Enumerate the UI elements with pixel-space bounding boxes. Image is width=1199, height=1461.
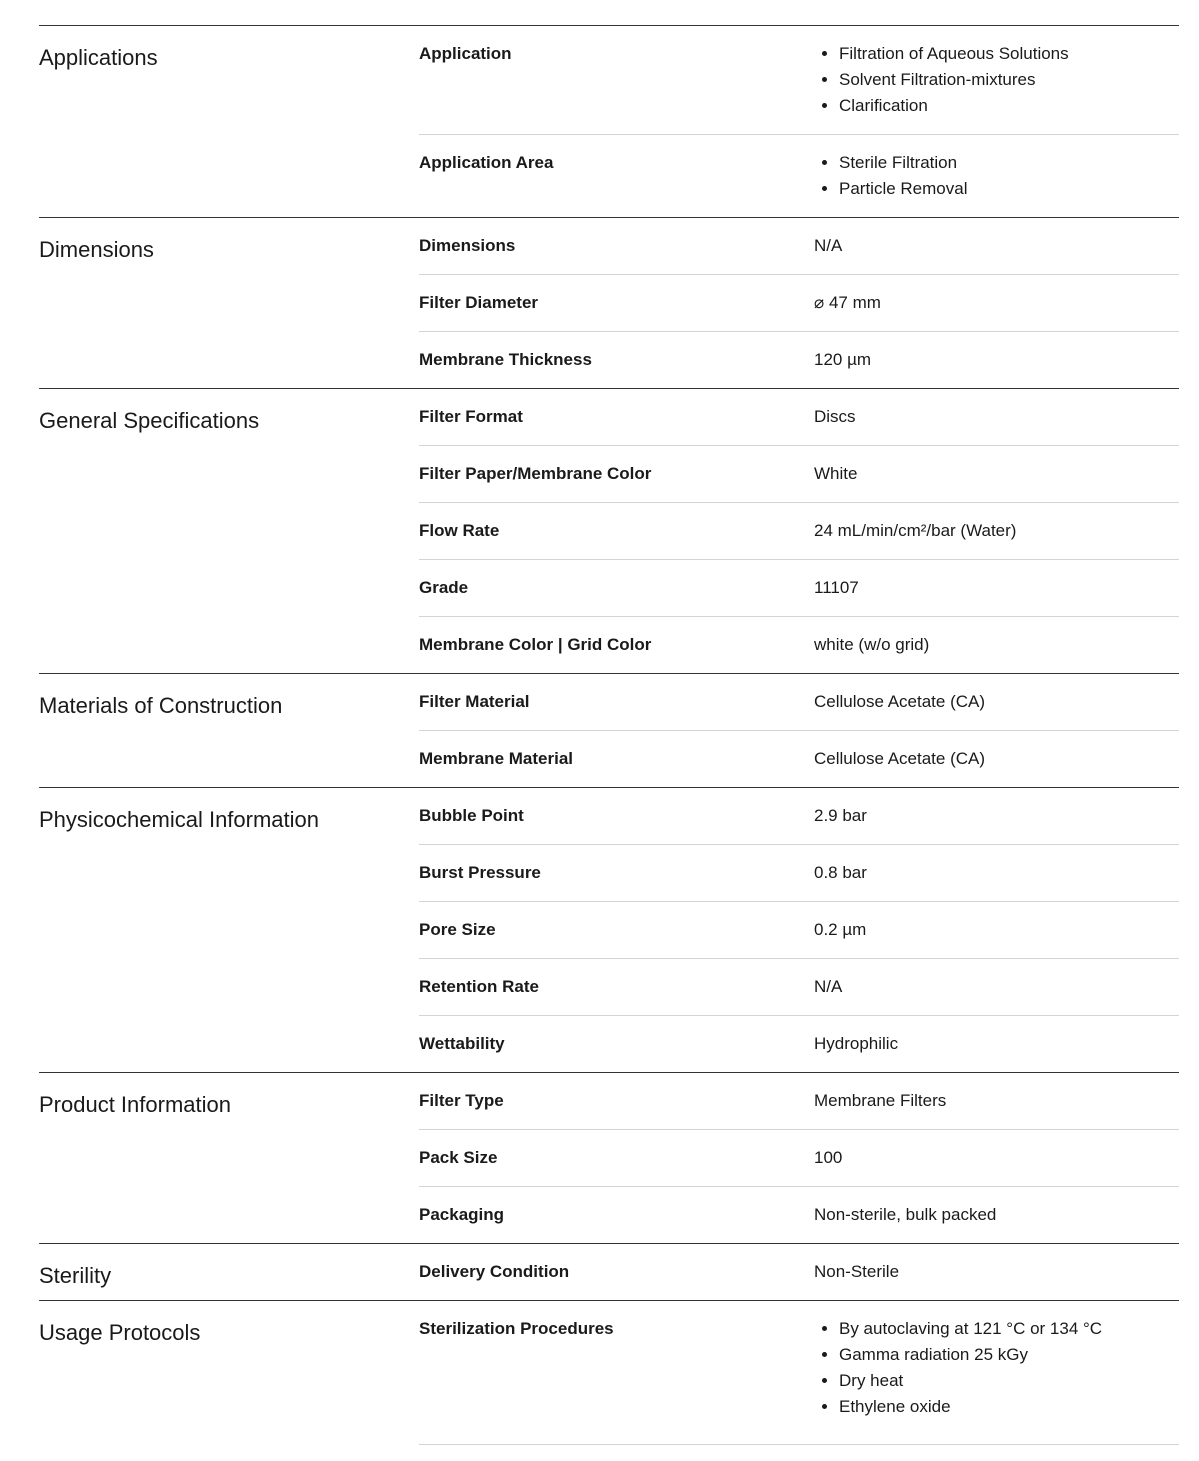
spec-value: 2.9 bar	[814, 806, 867, 825]
spec-row	[419, 617, 1179, 673]
spec-row	[419, 959, 1179, 1016]
spec-label: Bubble Point	[419, 806, 524, 825]
list-item: • Filtration of Aqueous Solutions	[839, 41, 1179, 67]
spec-value: Membrane Filters	[814, 1091, 947, 1110]
spec-value: White	[814, 464, 858, 483]
section-title: Applications	[39, 45, 158, 70]
spec-section	[39, 674, 1179, 788]
spec-value-list	[814, 1318, 1179, 1420]
spec-label: Filter Material	[419, 692, 530, 711]
spec-row	[419, 1301, 1179, 1445]
spec-label: Delivery Condition	[419, 1262, 570, 1281]
spec-row	[419, 845, 1179, 902]
section-title: Usage Protocols	[39, 1320, 201, 1345]
spec-label: Filter Type	[419, 1091, 504, 1110]
spec-label: Retention Rate	[419, 977, 539, 996]
spec-label: Grade	[419, 578, 469, 597]
spec-value-list	[814, 43, 1179, 119]
spec-value: N/A	[814, 977, 843, 996]
spec-label: Sterilization Procedures	[419, 1319, 614, 1338]
spec-value: 100	[814, 1148, 843, 1167]
section-title: Materials of Construction	[39, 693, 283, 718]
spec-label: Application Area	[419, 153, 554, 172]
section-rows	[419, 788, 1179, 1072]
spec-section	[39, 788, 1179, 1073]
spec-value: Cellulose Acetate (CA)	[814, 749, 986, 768]
spec-section	[39, 1073, 1179, 1244]
section-rows	[419, 389, 1179, 673]
spec-label: Membrane Color | Grid Color	[419, 635, 652, 654]
spec-row	[419, 1244, 1179, 1300]
spec-label: Flow Rate	[419, 521, 500, 540]
spec-row	[419, 389, 1179, 446]
spec-value: 0.2 µm	[814, 920, 867, 939]
section-title: Sterility	[39, 1263, 112, 1288]
spec-value: N/A	[814, 236, 843, 255]
bullet-list	[814, 41, 1179, 119]
spec-label: Dimensions	[419, 236, 516, 255]
spec-row	[419, 560, 1179, 617]
spec-row	[419, 135, 1179, 217]
spec-label: Wettability	[419, 1034, 505, 1053]
spec-label: Filter Format	[419, 407, 523, 426]
spec-row	[419, 332, 1179, 388]
spec-row	[419, 1073, 1179, 1130]
spec-row	[419, 788, 1179, 845]
spec-row	[419, 503, 1179, 560]
spec-value: ⌀ 47 mm	[814, 293, 881, 312]
specification-table	[39, 25, 1179, 1445]
section-title: General Specifications	[39, 408, 260, 433]
section-rows	[419, 1073, 1179, 1243]
list-item: • Clarification	[839, 93, 1179, 119]
spec-value: Discs	[814, 407, 856, 426]
list-item: • Particle Removal	[839, 176, 1179, 202]
spec-row	[419, 275, 1179, 332]
section-rows	[419, 1301, 1179, 1445]
section-title: Product Information	[39, 1092, 231, 1117]
list-item: • Sterile Filtration	[839, 150, 1179, 176]
spec-row	[419, 1016, 1179, 1072]
list-item: • Ethylene oxide	[839, 1394, 1179, 1420]
section-title: Dimensions	[39, 237, 154, 262]
spec-row	[419, 218, 1179, 275]
spec-label: Pore Size	[419, 920, 496, 939]
spec-row	[419, 446, 1179, 503]
list-item: • By autoclaving at 121 °C or 134 °C	[839, 1316, 1179, 1342]
spec-row	[419, 731, 1179, 787]
spec-value: 24 mL/min/cm²/bar (Water)	[814, 521, 1017, 540]
list-item: • Solvent Filtration-mixtures	[839, 67, 1179, 93]
spec-section	[39, 26, 1179, 218]
spec-row	[419, 674, 1179, 731]
section-title: Physicochemical Information	[39, 807, 320, 832]
spec-section	[39, 389, 1179, 674]
spec-label: Filter Paper/Membrane Color	[419, 464, 652, 483]
spec-label: Pack Size	[419, 1148, 498, 1167]
spec-section	[39, 218, 1179, 389]
section-rows	[419, 1244, 1179, 1300]
spec-label: Packaging	[419, 1205, 505, 1224]
bullet-list	[814, 1316, 1179, 1420]
spec-label: Filter Diameter	[419, 293, 539, 312]
spec-label: Application	[419, 44, 512, 63]
spec-value: Non-sterile, bulk packed	[814, 1205, 997, 1224]
spec-value: 0.8 bar	[814, 863, 867, 882]
spec-row	[419, 1130, 1179, 1187]
bullet-list	[814, 150, 1179, 202]
list-item: • Gamma radiation 25 kGy	[839, 1342, 1179, 1368]
spec-section	[39, 1301, 1179, 1445]
spec-value-list	[814, 152, 1179, 202]
section-rows	[419, 674, 1179, 787]
spec-label: Membrane Material	[419, 749, 573, 768]
spec-value: Hydrophilic	[814, 1034, 899, 1053]
spec-value: white (w/o grid)	[814, 635, 930, 654]
spec-label: Membrane Thickness	[419, 350, 592, 369]
spec-value: 120 µm	[814, 350, 872, 369]
spec-value: Non-Sterile	[814, 1262, 900, 1281]
spec-value: Cellulose Acetate (CA)	[814, 692, 986, 711]
spec-row	[419, 902, 1179, 959]
section-rows	[419, 26, 1179, 217]
spec-label: Burst Pressure	[419, 863, 541, 882]
spec-row	[419, 26, 1179, 135]
list-item: • Dry heat	[839, 1368, 1179, 1394]
spec-value: 11107	[814, 578, 859, 597]
spec-row	[419, 1187, 1179, 1243]
spec-section	[39, 1244, 1179, 1301]
section-rows	[419, 218, 1179, 388]
